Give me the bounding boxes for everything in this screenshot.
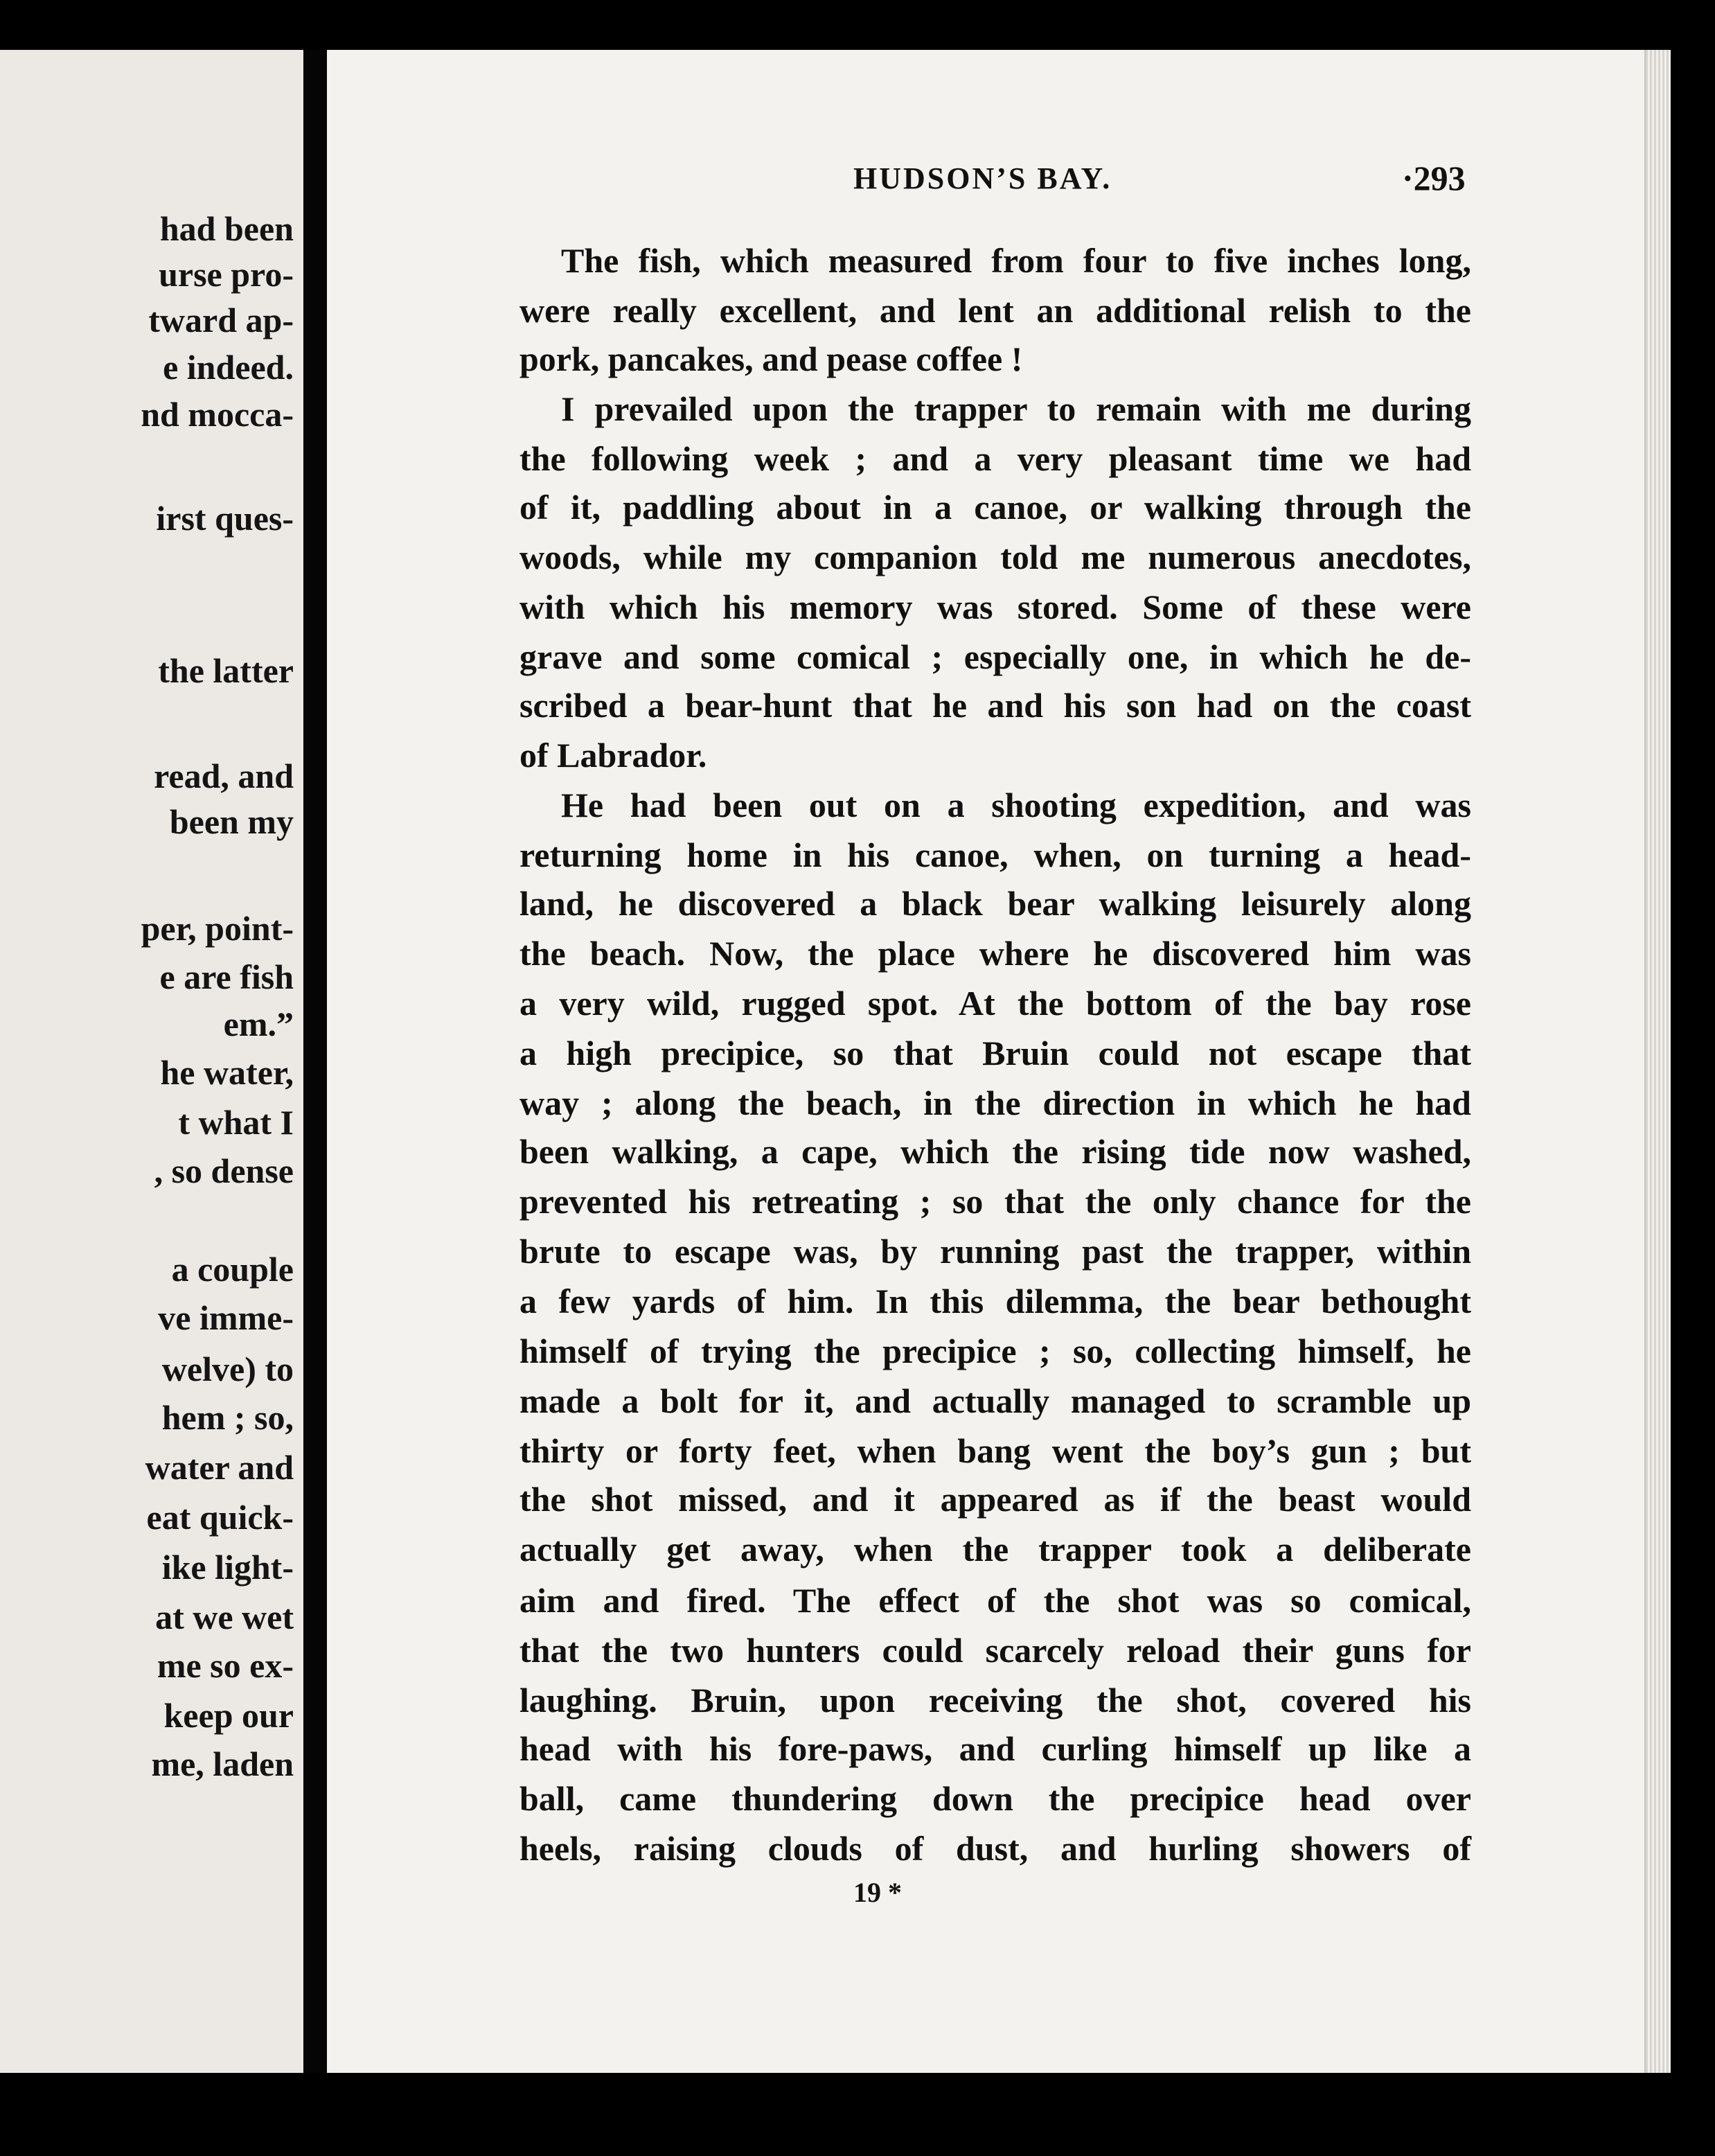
- text-line: laughing. Bruin, upon receiving the shot, covered his: [519, 1681, 1471, 1720]
- left-page-line: a couple: [171, 1250, 294, 1289]
- text-line: the shot missed, and it appeared as if the beast would: [519, 1480, 1471, 1519]
- text-line: the following week ; and a very pleasant time we had: [519, 439, 1471, 478]
- text-line: of Labrador.: [519, 736, 707, 775]
- text-line: land, he discovered a black bear walking leisurely along: [519, 884, 1471, 923]
- text-line: grave and some comical ; especially one, in which he de-: [519, 637, 1471, 676]
- left-page-line: at we wet: [155, 1598, 294, 1636]
- left-page-line: welve) to: [161, 1350, 294, 1388]
- text-line: of it, paddling about in a canoe, or walking through the: [519, 488, 1471, 527]
- left-page-line: per, point-: [141, 909, 294, 948]
- text-line: made a bolt for it, and actually managed to scramble up: [519, 1381, 1471, 1420]
- signature-mark: 19 *: [853, 1877, 902, 1908]
- text-line: He had been out on a shooting expedition, and was: [561, 786, 1471, 824]
- text-line: a few yards of him. In this dilemma, the bear bethought: [519, 1282, 1471, 1320]
- left-page-line: read, and: [154, 757, 294, 795]
- text-line: that the two hunters could scarcely reload their guns for: [519, 1631, 1471, 1670]
- text-line: thirty or forty feet, when bang went the boy’s gun ; but: [519, 1431, 1471, 1470]
- left-page-line: had been: [159, 209, 294, 248]
- text-line: The fish, which measured from four to five inches long,: [561, 241, 1471, 280]
- running-head: HUDSON’S BAY.: [853, 161, 1112, 195]
- right-page: [327, 50, 1671, 2073]
- left-page-line: t what I: [178, 1103, 294, 1142]
- text-line: scribed a bear-hunt that he and his son had on the coast: [519, 686, 1471, 725]
- text-line: a high precipice, so that Bruin could not escape that: [519, 1034, 1471, 1072]
- text-line: returning home in his canoe, when, on turning a head-: [519, 836, 1471, 874]
- left-page-line: he water,: [160, 1053, 294, 1092]
- text-line: the beach. Now, the place where he discovered him was: [519, 934, 1471, 973]
- left-page-line: e are fish: [159, 957, 294, 996]
- text-line: with which his memory was stored. Some of these were: [519, 587, 1471, 626]
- left-page-line: urse pro-: [159, 255, 294, 294]
- text-line: ball, came thundering down the precipice head over: [519, 1779, 1471, 1818]
- left-page-line: ve imme-: [158, 1298, 294, 1337]
- left-page-line: nd mocca-: [141, 395, 294, 434]
- left-page-line: , so dense: [154, 1151, 294, 1190]
- text-line: woods, while my companion told me numerous anecdotes,: [519, 538, 1471, 576]
- text-line: prevented his retreating ; so that the only chance for the: [519, 1182, 1471, 1221]
- text-line: I prevailed upon the trapper to remain with me during: [561, 389, 1471, 428]
- left-page-line: e indeed.: [163, 348, 294, 387]
- text-line: way ; along the beach, in the direction in which he had: [519, 1084, 1471, 1122]
- left-page-line: tward ap-: [148, 301, 294, 339]
- left-page-line: hem ; so,: [161, 1398, 294, 1437]
- text-line: aim and fired. The effect of the shot was so comical,: [519, 1581, 1471, 1620]
- text-line: were really excellent, and lent an additional relish to the: [519, 291, 1471, 330]
- text-line: himself of trying the precipice ; so, collecting himself, he: [519, 1332, 1471, 1370]
- left-page-line: em.”: [223, 1005, 294, 1043]
- left-page-line: been my: [169, 802, 294, 841]
- text-line: been walking, a cape, which the rising tide now washed,: [519, 1132, 1471, 1171]
- text-line: actually get away, when the trapper took a deliberate: [519, 1530, 1471, 1569]
- page-number: ·293: [1402, 159, 1466, 197]
- left-page-line: me, laden: [151, 1744, 294, 1783]
- book-gutter: [303, 50, 327, 2073]
- left-page-line: me so ex-: [157, 1646, 294, 1685]
- left-page-line: water and: [145, 1448, 294, 1487]
- left-page-line: keep our: [163, 1696, 294, 1735]
- text-line: head with his fore-paws, and curling himself up like a: [519, 1729, 1471, 1768]
- left-page: [0, 50, 303, 2073]
- left-page-line: ike light-: [161, 1548, 294, 1587]
- text-line: a very wild, rugged spot. At the bottom of the bay rose: [519, 984, 1471, 1023]
- text-line: pork, pancakes, and pease coffee !: [519, 339, 1023, 378]
- text-line: heels, raising clouds of dust, and hurling showers of: [519, 1829, 1471, 1868]
- left-page-line: eat quick-: [146, 1498, 294, 1537]
- left-page-line: the latter: [158, 651, 294, 690]
- text-line: brute to escape was, by running past the trapper, within: [519, 1232, 1471, 1271]
- left-page-line: irst ques-: [156, 499, 294, 538]
- page-edges: [1644, 50, 1671, 2073]
